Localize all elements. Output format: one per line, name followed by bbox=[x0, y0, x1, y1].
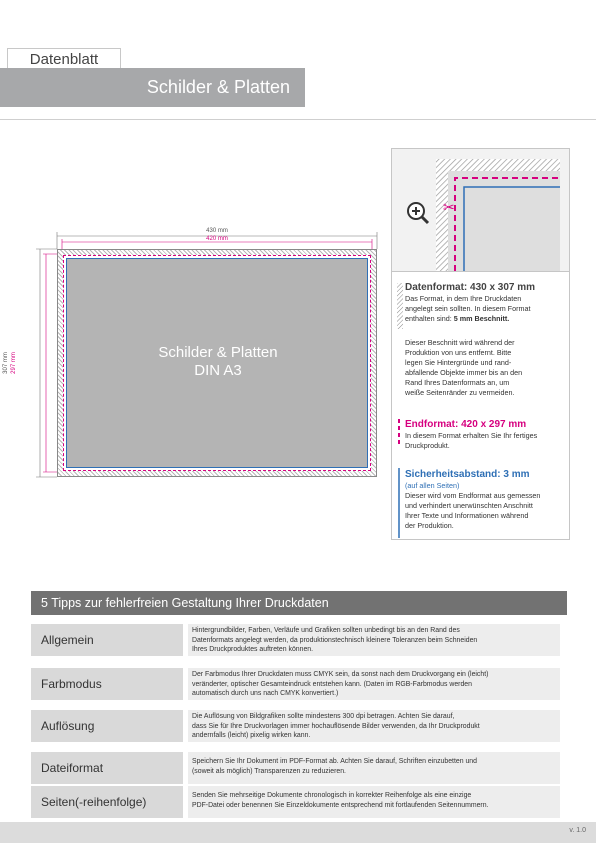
tips-header bbox=[31, 591, 567, 615]
tip-text: Senden Sie mehrseitige Dokumente chronologisch in korrekter Reihenfolge als eine einzige PDF-Datei oder benennen Sie Einzeldokumente entsprechend mit fortlaufenden Seitennummern. bbox=[188, 786, 560, 818]
beschnitt-line: legen Sie Hintergründe und rand- bbox=[405, 358, 512, 367]
sicherheit-title: Sicherheitsabstand: 3 mm bbox=[405, 469, 530, 480]
tip-label: Seiten(-reihenfolge) bbox=[31, 786, 183, 818]
tip-text: Die Auflösung von Bildgrafiken sollte mindestens 300 dpi betragen. Achten Sie darauf, dass Sie für Ihre Druckvorlagen immer hochauflösende Bilder verwenden, da Ihr Druckprodukt andernfalls (leicht) pixelig wirken kann. bbox=[188, 710, 560, 742]
datenformat-line: angelegt sein sollten. In diesem Format bbox=[405, 304, 531, 313]
tip-label: Auflösung bbox=[31, 710, 183, 742]
tip-text: Hintergrundbilder, Farben, Verläufe und Grafiken sollten unbedingt bis an den Rand des Datenformats angelegt werden, da produktionstechnisch kleinere Toleranzen beim Schneiden Ihres Druckproduktes auftreten können. bbox=[188, 624, 560, 656]
width-inner-label: 420 mm bbox=[206, 236, 228, 242]
tip-label: Farbmodus bbox=[31, 668, 183, 700]
version-label: v. 1.0 bbox=[569, 827, 586, 834]
height-outer-label: 307 mm bbox=[3, 352, 9, 374]
zoom-icon bbox=[406, 201, 430, 230]
datenformat-title: Datenformat: 430 x 307 mm bbox=[405, 282, 536, 293]
tips-title: 5 Tipps zur fehlerfreien Gestaltung Ihrer Druckdaten bbox=[41, 596, 329, 610]
scissors-icon: ✂ bbox=[443, 199, 455, 215]
beschnitt-line: Produktion von uns entfernt. Bitte bbox=[405, 348, 512, 357]
safety-marker bbox=[397, 468, 401, 538]
width-outer-label: 430 mm bbox=[206, 228, 228, 234]
sicherheit-line: Dieser wird vom Endformat aus gemessen bbox=[405, 491, 541, 500]
tip-label: Dateiformat bbox=[31, 752, 183, 784]
endformat-line: In diesem Format erhalten Sie Ihr fertiges bbox=[405, 431, 538, 440]
sicherheit-subtitle: (auf allen Seiten) bbox=[405, 481, 460, 490]
datasheet-tab: Datenblatt bbox=[7, 48, 121, 71]
beschnitt-line: Rand Ihres Datenformats an, um bbox=[405, 378, 510, 387]
beschnitt-line: Dieser Beschnitt wird während der bbox=[405, 338, 515, 347]
datenformat-line: Das Format, in dem Ihre Druckdaten bbox=[405, 294, 522, 303]
sicherheit-line: der Produktion. bbox=[405, 521, 454, 530]
height-inner-label: 297 mm bbox=[11, 352, 17, 374]
endformat-title: Endformat: 420 x 297 mm bbox=[405, 419, 527, 430]
sicherheit-line: Ihrer Texte und Informationen während bbox=[405, 511, 529, 520]
page-title: Schilder & Platten bbox=[146, 77, 290, 97]
trim-marker bbox=[397, 419, 401, 445]
datenformat-line: enthalten sind: 5 mm Beschnitt. bbox=[405, 314, 510, 323]
tip-text: Der Farbmodus Ihrer Druckdaten muss CMYK sein, da sonst nach dem Druckvorgang ein (leicht) veränderter, optischer Gesamteindruck entstehen kann. (Daten im RGB-Farbmodus werden automatisch durch uns nach CMYK konvertiert.) bbox=[188, 668, 560, 700]
beschnitt-line: weiße Seitenränder zu vermeiden. bbox=[405, 388, 515, 397]
product-name: Schilder & Platten bbox=[158, 344, 278, 361]
footer-bar bbox=[0, 822, 596, 843]
zoom-detail bbox=[391, 148, 570, 272]
datenformat-bold: 5 mm Beschnitt. bbox=[453, 314, 510, 323]
beschnitt-line: abfallende Objekte immer bis an den bbox=[405, 368, 523, 377]
safe-area bbox=[66, 258, 368, 468]
product-format: DIN A3 bbox=[194, 362, 242, 379]
tip-label: Allgemein bbox=[31, 624, 183, 656]
bleed-marker bbox=[397, 283, 403, 329]
tip-text: Speichern Sie Ihr Dokument im PDF-Format ab. Achten Sie darauf, Schriften einzubetten und (soweit als möglich) Transparenzen zu reduzieren. bbox=[188, 752, 560, 784]
sicherheit-line: und verhindert unerwünschten Anschnitt bbox=[405, 501, 533, 510]
endformat-line: Druckprodukt. bbox=[405, 441, 450, 450]
